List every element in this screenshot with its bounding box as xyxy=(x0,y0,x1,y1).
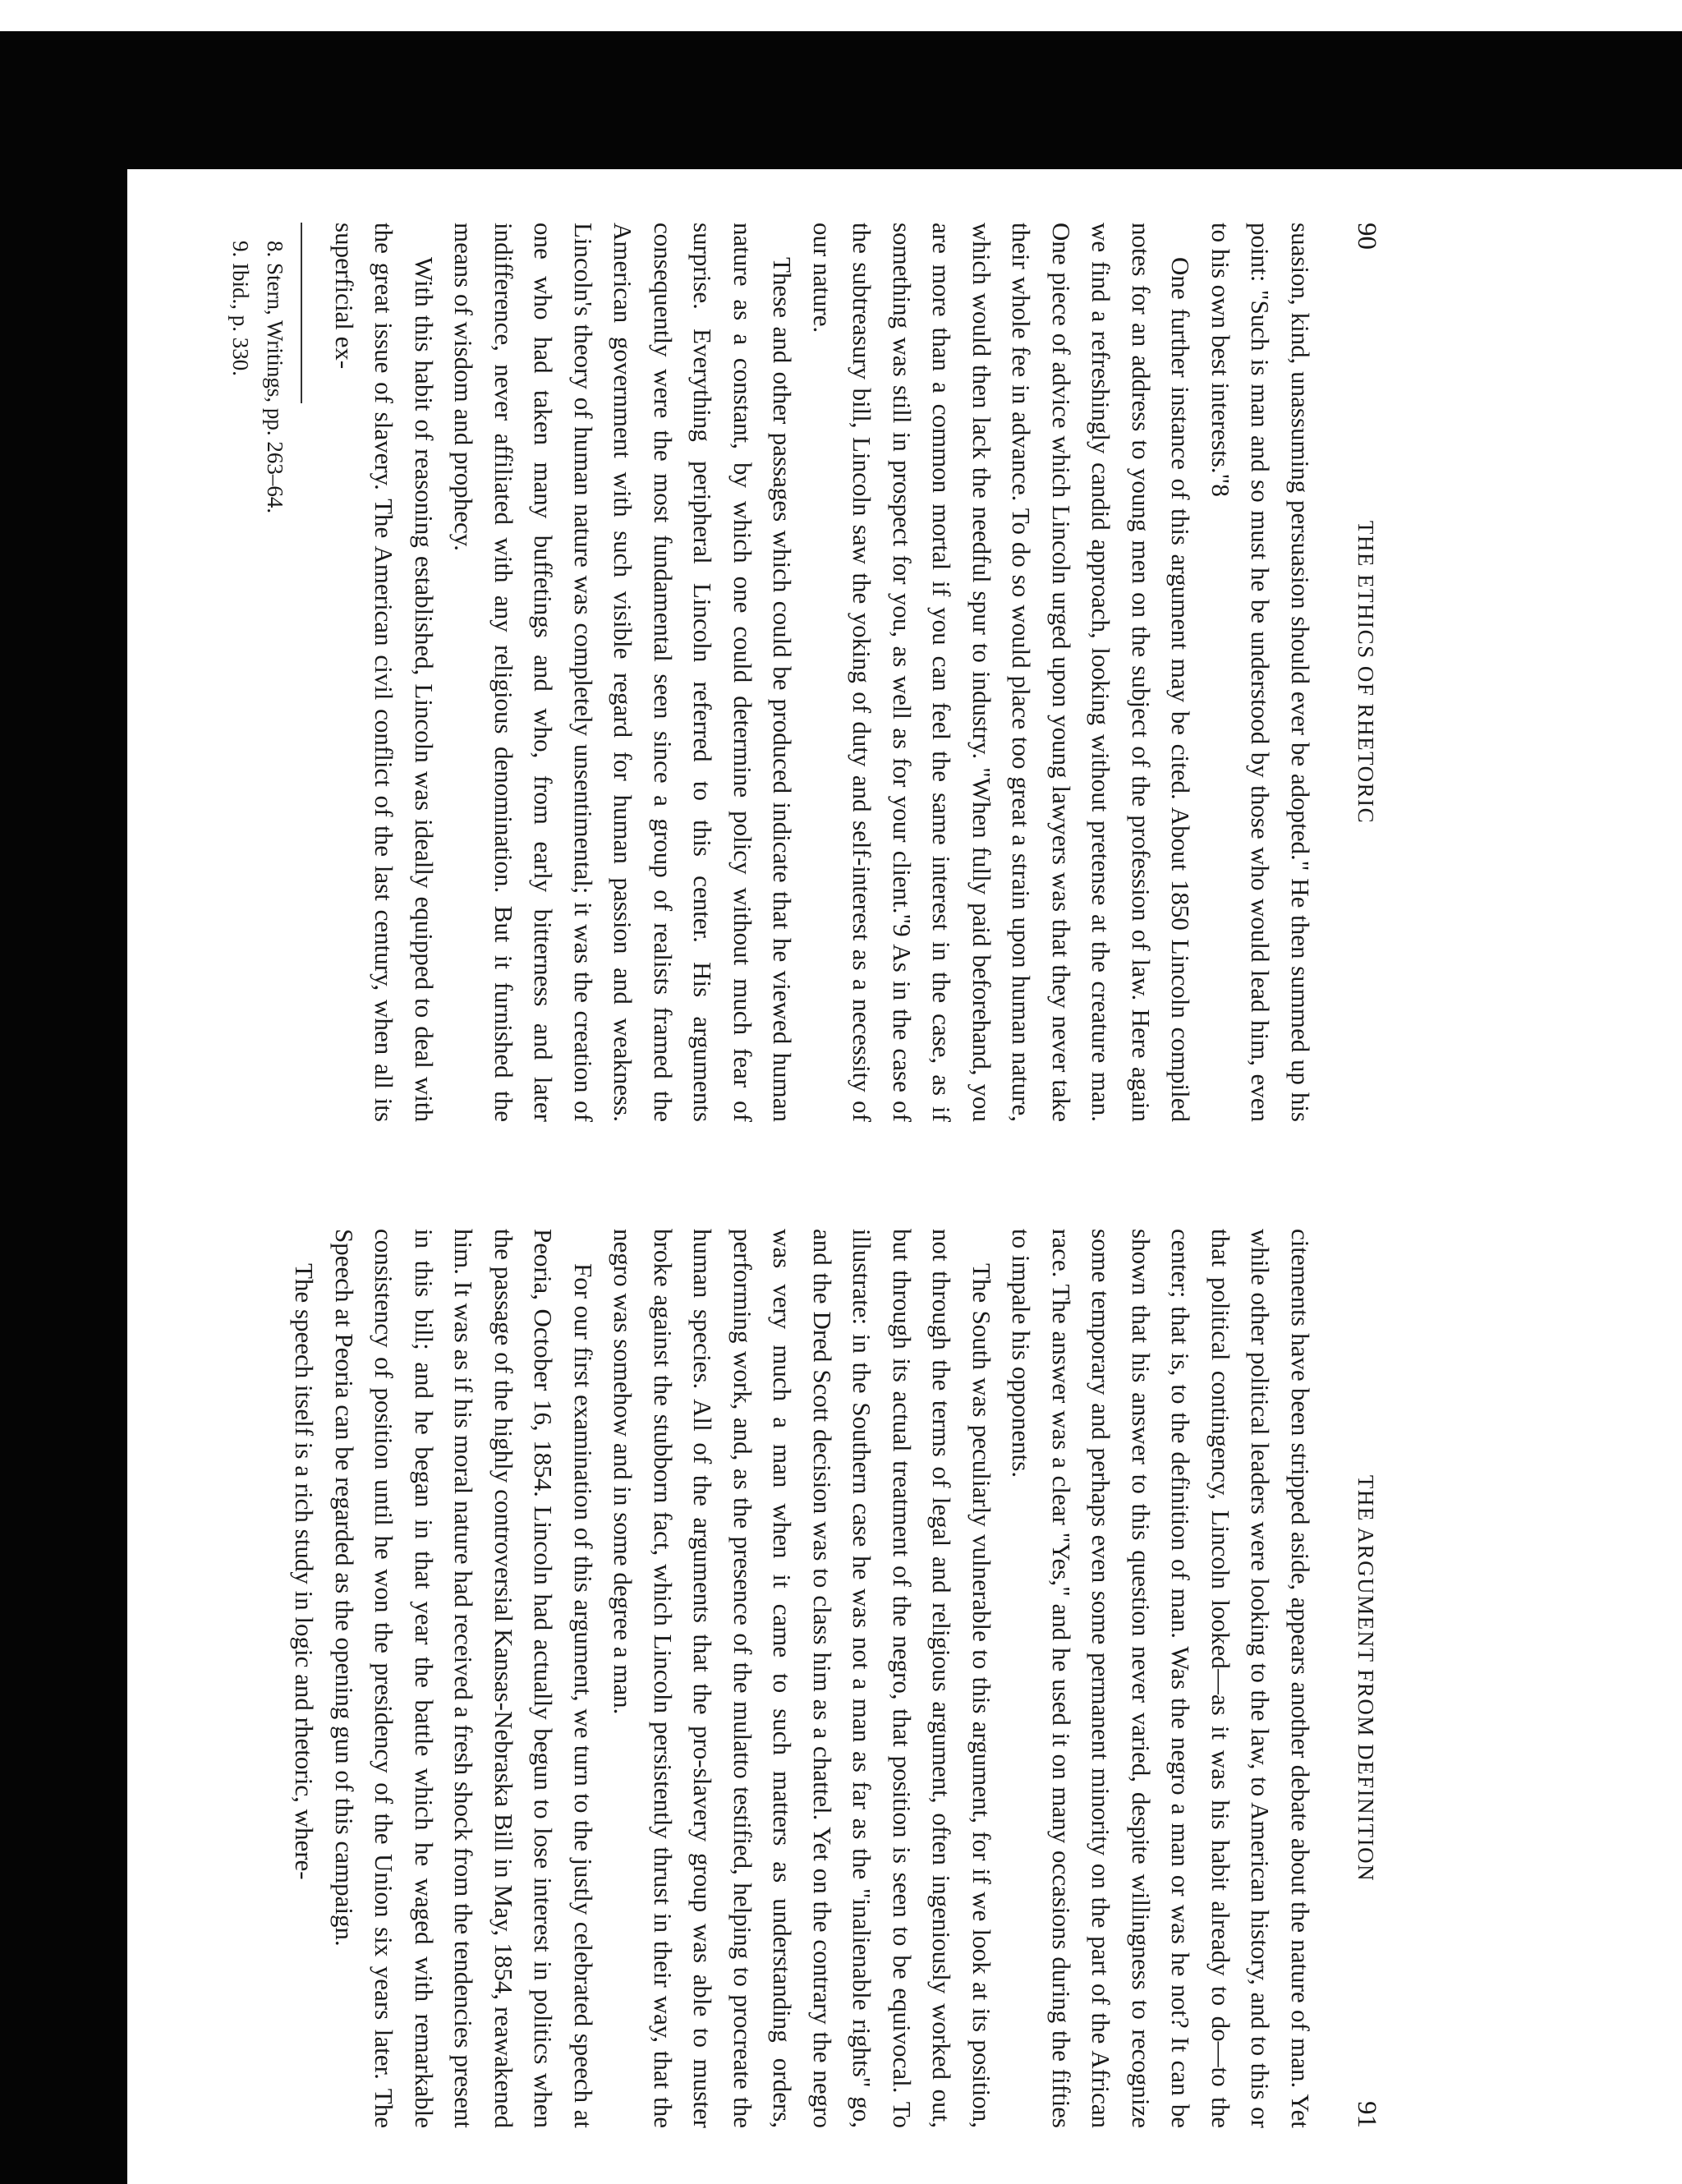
paragraph: The speech itself is a rich study in logic and rhetoric, where- xyxy=(290,1263,319,1880)
footnote-rule xyxy=(301,223,303,403)
right-page-body xyxy=(284,1229,1320,2128)
paragraph: The South was peculiarly vulnerable to this argument, for if we look at its position, not through the terms of legal and religious argument, often ingeniously worked out, but through its actual treatment of the negro, that position is seen to be equivocal. To illustrate: in the Southern case he was not a man as far as the "inalienable rights" go, and the Dred Scott decision was to class him as a chattel. Yet on the contrary the negro was very much a man when it came to such matters as understanding orders, performing work, and, as the presence of the mulatto testified, helping to procreate the human species. All of the arguments that the pro-slavery group was able to muster broke against the stubborn fact, which Lincoln persistently thrust in their way, that the negro was somehow and in some degree a man. xyxy=(609,1229,996,2128)
footnote: 8. Stern, Writings, pp. 263–64. xyxy=(263,241,288,514)
left-page-number: 90 xyxy=(1352,223,1381,250)
right-page-number: 91 xyxy=(1352,2101,1381,2128)
left-page-body xyxy=(224,223,1321,1122)
right-running-head xyxy=(1340,1229,1381,2128)
right-running-title: THE ARGUMENT FROM DEFINITION xyxy=(1353,1474,1378,1883)
footnote: 9. Ibid., p. 330. xyxy=(228,241,254,376)
book-spread xyxy=(133,169,1414,2182)
paragraph: citements have been stripped aside, appears another debate about the nature of man. Yet while other political leaders were looking to the law, to American history, and to this or that political contingency, Lincoln looked—as it was his habit already to do—to the center; that is, to the definition of man. Was the negro a man or was he not? It can be shown that his answer to this question never varied, despite willingness to recognize some temporary and perhaps even some permanent minority on the part of the African race. The answer was a clear "Yes," and he used it on many occasions during the fifties to impale his opponents. xyxy=(1007,1229,1315,2128)
paragraph: With this habit of reasoning established, Lincoln was ideally equipped to deal with the great issue of slavery. The American civil conflict of the last century, when all its superficial ex- xyxy=(330,223,439,1122)
paragraph: These and other passages which could be produced indicate that he viewed human nature as a constant, by which one could determine policy without much fear of surprise. Everything peripheral Lincoln referred to this center. His arguments consequently were the most fundamental seen since a group of realists framed the American government with such visible regard for human passion and weakness. Lincoln's theory of human nature was completely unsentimental; it was the creation of one who had taken many buffetings and who, from early bitterness and later indifference, never affiliated with any religious denomination. But it furnished the means of wisdom and prophecy. xyxy=(449,223,797,1122)
right-page xyxy=(133,1175,1414,2182)
left-page xyxy=(133,169,1414,1175)
left-running-head xyxy=(1340,223,1381,1122)
left-running-title: THE ETHICS OF RHETORIC xyxy=(1353,520,1378,825)
paragraph: For our first examination of this argument, we turn to the justly celebrated speech at Peoria, October 16, 1854. Lincoln had actually begun to lose interest in politics when the passage of the highly controversial Kansas-Nebraska Bill in May, 1854, reawakened him. It was as if his moral nature had received a fresh shock from the tendencies present in this bill; and he began in that year the battle which he waged with remarkable consistency of position until he won the presidency of the Union six years later. The Speech at Peoria can be regarded as the opening gun of this campaign. xyxy=(330,1229,598,2128)
scan-border-top xyxy=(0,31,1682,169)
paragraph: One further instance of this argument may be cited. About 1850 Lincoln compiled notes for an address to young men on the subject of the profession of law. Here again we find a refreshingly candid approach, looking without pretense at the creature man. One piece of advice which Lincoln urged upon young lawyers was that they never take their whole fee in advance. To do so would place too great a strain upon human nature, which would then lack the needful spur to industry. "When fully paid beforehand, you are more than a common mortal if you can feel the same interest in the case, as if something was still in prospect for you, as well as for your client."9 As in the case of the subtreasury bill, Lincoln saw the yoking of duty and self-interest as a necessity of our nature. xyxy=(808,223,1196,1122)
scan-border-left xyxy=(0,31,127,2184)
paragraph: suasion, kind, unassuming persuasion should ever be adopted." He then summed up his point: "Such is man and so must he be understood by those who would lead him, even to his own best interests."8 xyxy=(1206,223,1315,1122)
